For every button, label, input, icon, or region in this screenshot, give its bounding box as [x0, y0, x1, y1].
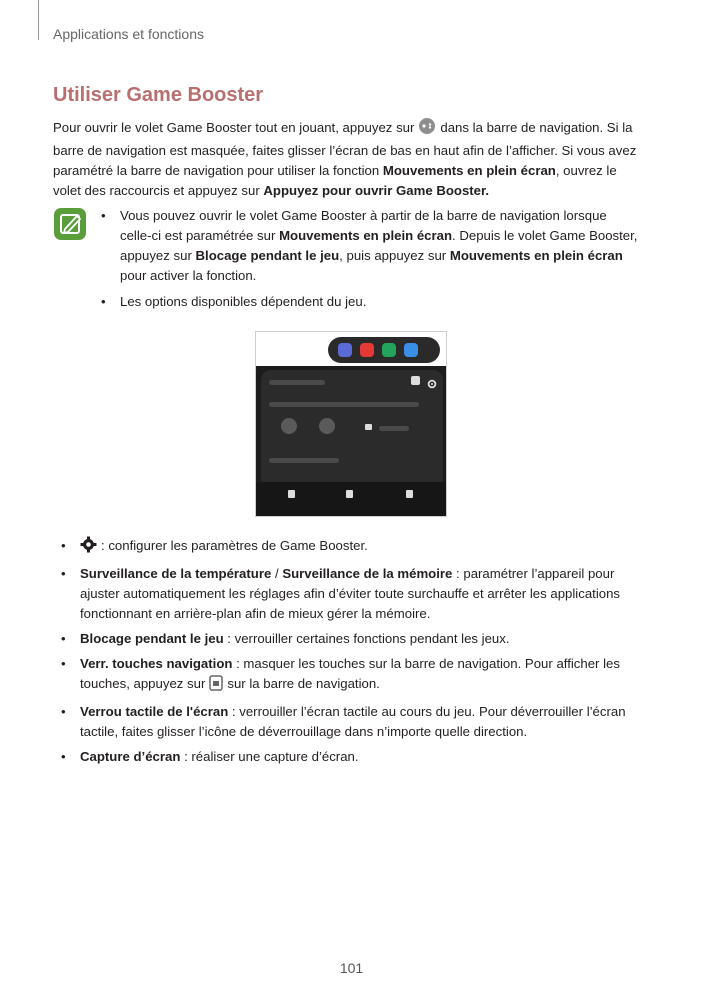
- intro-line: barre de navigation est masquée, faites glisser l’écran de bas en haut afin de l’afficher. Si vous avez: [53, 143, 637, 158]
- app-icon: [404, 343, 418, 357]
- gear-icon: [427, 376, 437, 394]
- nav-lock-icon: [288, 490, 295, 498]
- monitor-bar: [269, 402, 419, 407]
- booster-panel: [261, 370, 443, 488]
- intro-paragraph: [53, 117, 643, 201]
- bullet: •: [61, 538, 66, 553]
- shortcut-bar: [328, 337, 440, 363]
- bullet: •: [101, 294, 106, 309]
- section-placeholder: [269, 458, 339, 463]
- option-monitoring: • Surveillance de la température / Surveillance de la mémoire : paramétrer l’appareil pour ajuster automatiquement les réglages afin d’éviter toute surchauffe et arrêter les applications fonctionnant en arrière-plan afin de mieux gérer la mémoire.: [61, 566, 621, 621]
- app-icon: [360, 343, 374, 357]
- game-booster-icon: [418, 117, 436, 141]
- screenshot-capture-icon: [406, 490, 413, 498]
- gear-icon: [80, 536, 97, 559]
- note-item: • Les options disponibles dépendent du jeu.: [101, 292, 646, 312]
- lock-icon: [365, 424, 372, 430]
- option-touch-lock: • Verrou tactile de l'écran : verrouiller l’écran tactile au cours du jeu. Pour déverrouiller l’écran tactile, faites glisser l’icône de déverrouillage dans n’importe quelle direction.: [61, 704, 626, 739]
- header-title: Applications et fonctions: [53, 26, 204, 42]
- note-item: • Vous pouvez ouvrir le volet Game Booster à partir de la barre de navigation lorsque celle-ci est paramétrée sur Mouvements en plein écran. Depuis le volet Game Booster, appuyez sur Blocage pendant le jeu, puis appuyez sur Mouvements en plein écran pour activer la fonction.: [101, 208, 638, 283]
- intro-line: volet des raccourcis et appuyez sur Appuyez pour ouvrir Game Booster.: [53, 183, 490, 198]
- header-rule: [38, 0, 39, 40]
- memory-icon: [319, 418, 335, 434]
- app-icon: [382, 343, 396, 357]
- lock-label-placeholder: [379, 426, 409, 431]
- game-booster-screenshot: [255, 331, 447, 517]
- note-pencil-icon: [53, 207, 87, 241]
- option-nav-lock: • Verr. touches navigation : masquer les touches sur la barre de navigation. Pour afficher les touches, appuyez sur sur la barre de navigation.: [61, 654, 651, 697]
- app-icon: [338, 343, 352, 357]
- bullet: •: [61, 566, 66, 581]
- note-list: [101, 206, 646, 318]
- screenshot-top-bar: [256, 332, 446, 366]
- screenshot-bottom-bar: [256, 482, 446, 517]
- bullet: •: [61, 704, 66, 719]
- temperature-icon: [281, 418, 297, 434]
- touch-lock-icon: [346, 490, 353, 498]
- puzzle-icon: [411, 376, 420, 385]
- page-number: 101: [339, 960, 364, 976]
- bullet: •: [61, 749, 66, 764]
- option-game-lock: • Blocage pendant le jeu : verrouiller certaines fonctions pendant les jeux.: [61, 629, 651, 649]
- intro-line: Pour ouvrir le volet Game Booster tout en jouant, appuyez sur dans la barre de navigation. Si la: [53, 117, 643, 141]
- bullet: •: [61, 631, 66, 646]
- nav-lock-icon: [209, 675, 223, 697]
- bullet: •: [61, 656, 66, 671]
- bullet: •: [101, 208, 106, 223]
- option-screen-capture: • Capture d’écran : réaliser une capture d’écran.: [61, 747, 651, 767]
- intro-line: paramétré la barre de navigation pour utiliser la fonction Mouvements en plein écran, ouvrez le: [53, 163, 617, 178]
- section-title: Utiliser Game Booster: [53, 84, 264, 106]
- options-list: [61, 536, 651, 772]
- panel-title-placeholder: [269, 380, 325, 385]
- option-settings: • : configurer les paramètres de Game Booster.: [61, 536, 651, 559]
